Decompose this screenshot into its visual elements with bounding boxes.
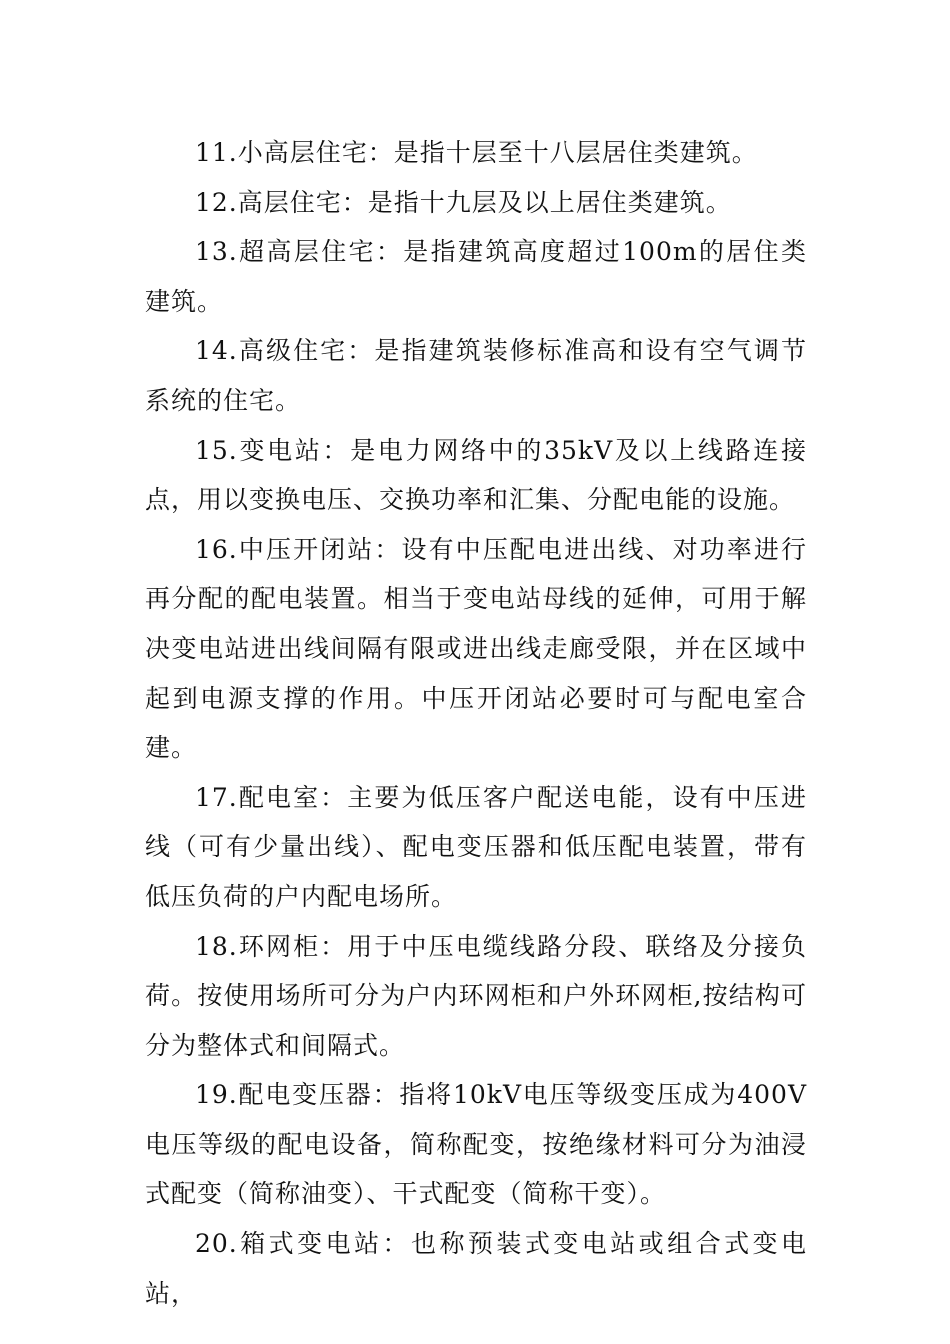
paragraph-14: 14.高级住宅：是指建筑装修标准高和设有空气调节系统的住宅。 [145,336,807,415]
document-body [145,128,807,1318]
paragraph-20: 20.箱式变电站：也称预装式变电站或组合式变电站， [145,1229,807,1308]
paragraph-16: 16.中压开闭站：设有中压配电进出线、对功率进行再分配的配电装置。相当于变电站母线的延伸，可用于解决变电站进出线间隔有限或进出线走廊受限，并在区域中起到电源支撑的作用。中压开闭站必要时可与配电室合建。 [145,534,807,763]
paragraph-11: 11.小高层住宅：是指十层至十八层居住类建筑。 [195,138,758,167]
paragraph-13: 13.超高层住宅：是指建筑高度超过100m的居住类建筑。 [145,237,807,316]
paragraph-17: 17.配电室：主要为低压客户配送电能，设有中压进线（可有少量出线）、配电变压器和低压配电装置，带有低压负荷的户内配电场所。 [145,782,807,911]
paragraph-18: 18.环网柜：用于中压电缆线路分段、联络及分接负荷。按使用场所可分为户内环网柜和户外环网柜,按结构可分为整体式和间隔式。 [145,931,807,1060]
paragraph-15: 15.变电站：是电力网络中的35kV及以上线路连接点，用以变换电压、交换功率和汇集、分配电能的设施。 [145,435,807,515]
paragraph-12: 12.高层住宅：是指十九层及以上居住类建筑。 [195,187,732,217]
paragraph-19: 19.配电变压器：指将10kV电压等级变压成为400V电压等级的配电设备，简称配变，按绝缘材料可分为油浸式配变（简称油变）、干式配变（简称干变）。 [145,1080,807,1209]
